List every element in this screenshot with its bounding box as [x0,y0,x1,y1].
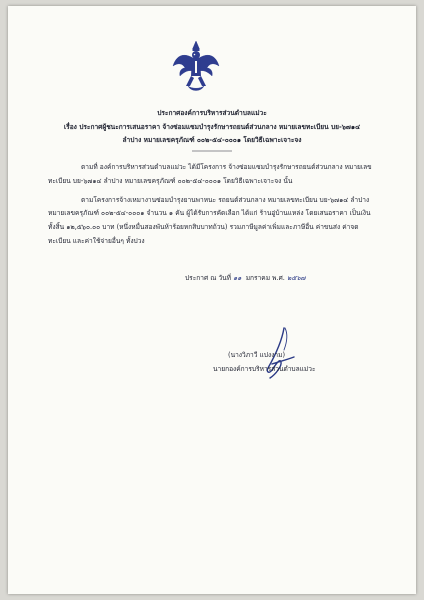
title-divider [192,150,232,152]
signer-position: นายกองค์การบริหารส่วนตำบลแม่วะ [213,365,316,373]
paragraph-2-line-2: หมายเลขครุภัณฑ์ ๐๐๒-๕๔-๐๐๐๑ จำนวน ๑ คัน ผู้ได้รับการคัดเลือก ได้แก่ ร้านอู่บ้านแหล่ง โดยเสนอราคา เป็นเงิน [48,209,371,217]
paragraph-1-line-1: ตามที่ องค์การบริหารส่วนตำบลแม่วะ ได้มีโครงการ จ้างซ่อมแซมบำรุงรักษารถยนต์ส่วนกลาง หมายเลข [81,163,372,171]
document-page [8,6,416,594]
document-title: ประกาศองค์การบริหารส่วนตำบลแม่วะ [157,109,267,117]
date-month-year: มกราคม พ.ศ. [245,274,285,282]
date-day: ๑๑ [233,274,242,282]
signer-name: (นางวิภาวี แปงงาม) [228,351,286,359]
date-prefix: ประกาศ ณ วันที่ [185,274,232,282]
paragraph-2-line-3: ทั้งสิ้น ๑๒,๕๖๐.๐๐ บาท (หนึ่งหมื่นสองพันห้าร้อยหกสิบบาทถ้วน) รวมภาษีมูลค่าเพิ่มและภาษีอื่น ค่าขนส่ง ค่าจด [48,223,359,231]
date-year: ๒๕๖๗ [286,274,306,282]
subject-line-2: ลำปาง หมายเลขครุภัณฑ์ ๐๐๒-๕๔-๐๐๐๑ โดยวิธีเฉพาะเจาะจง [122,136,302,144]
subject-line-1: เรื่อง ประกาศผู้ชนะการเสนอราคา จ้างซ่อมแซมบำรุงรักษารถยนต์ส่วนกลาง หมายเลขทะเบียน บย-๖๗๑๔ [63,123,361,131]
paragraph-2-line-4: ทะเบียน และค่าใช้จ่ายอื่นๆ ทั้งปวง [48,237,145,245]
garuda-emblem-icon [171,38,221,96]
announce-date [185,274,305,283]
paragraph-1-line-2: ทะเบียน บย-๖๗๑๔ ลำปาง หมายเลขครุภัณฑ์ ๐๐๒-๕๔-๐๐๐๑ โดยวิธีเฉพาะเจาะจง นั้น [48,177,293,185]
paragraph-2-line-1: ตามโครงการจ้างเหมางานซ่อมบำรุงยานพาหนะ รถยนต์ส่วนกลาง หมายเลขทะเบียน บย-๖๗๑๔ ลำปาง [81,196,370,204]
